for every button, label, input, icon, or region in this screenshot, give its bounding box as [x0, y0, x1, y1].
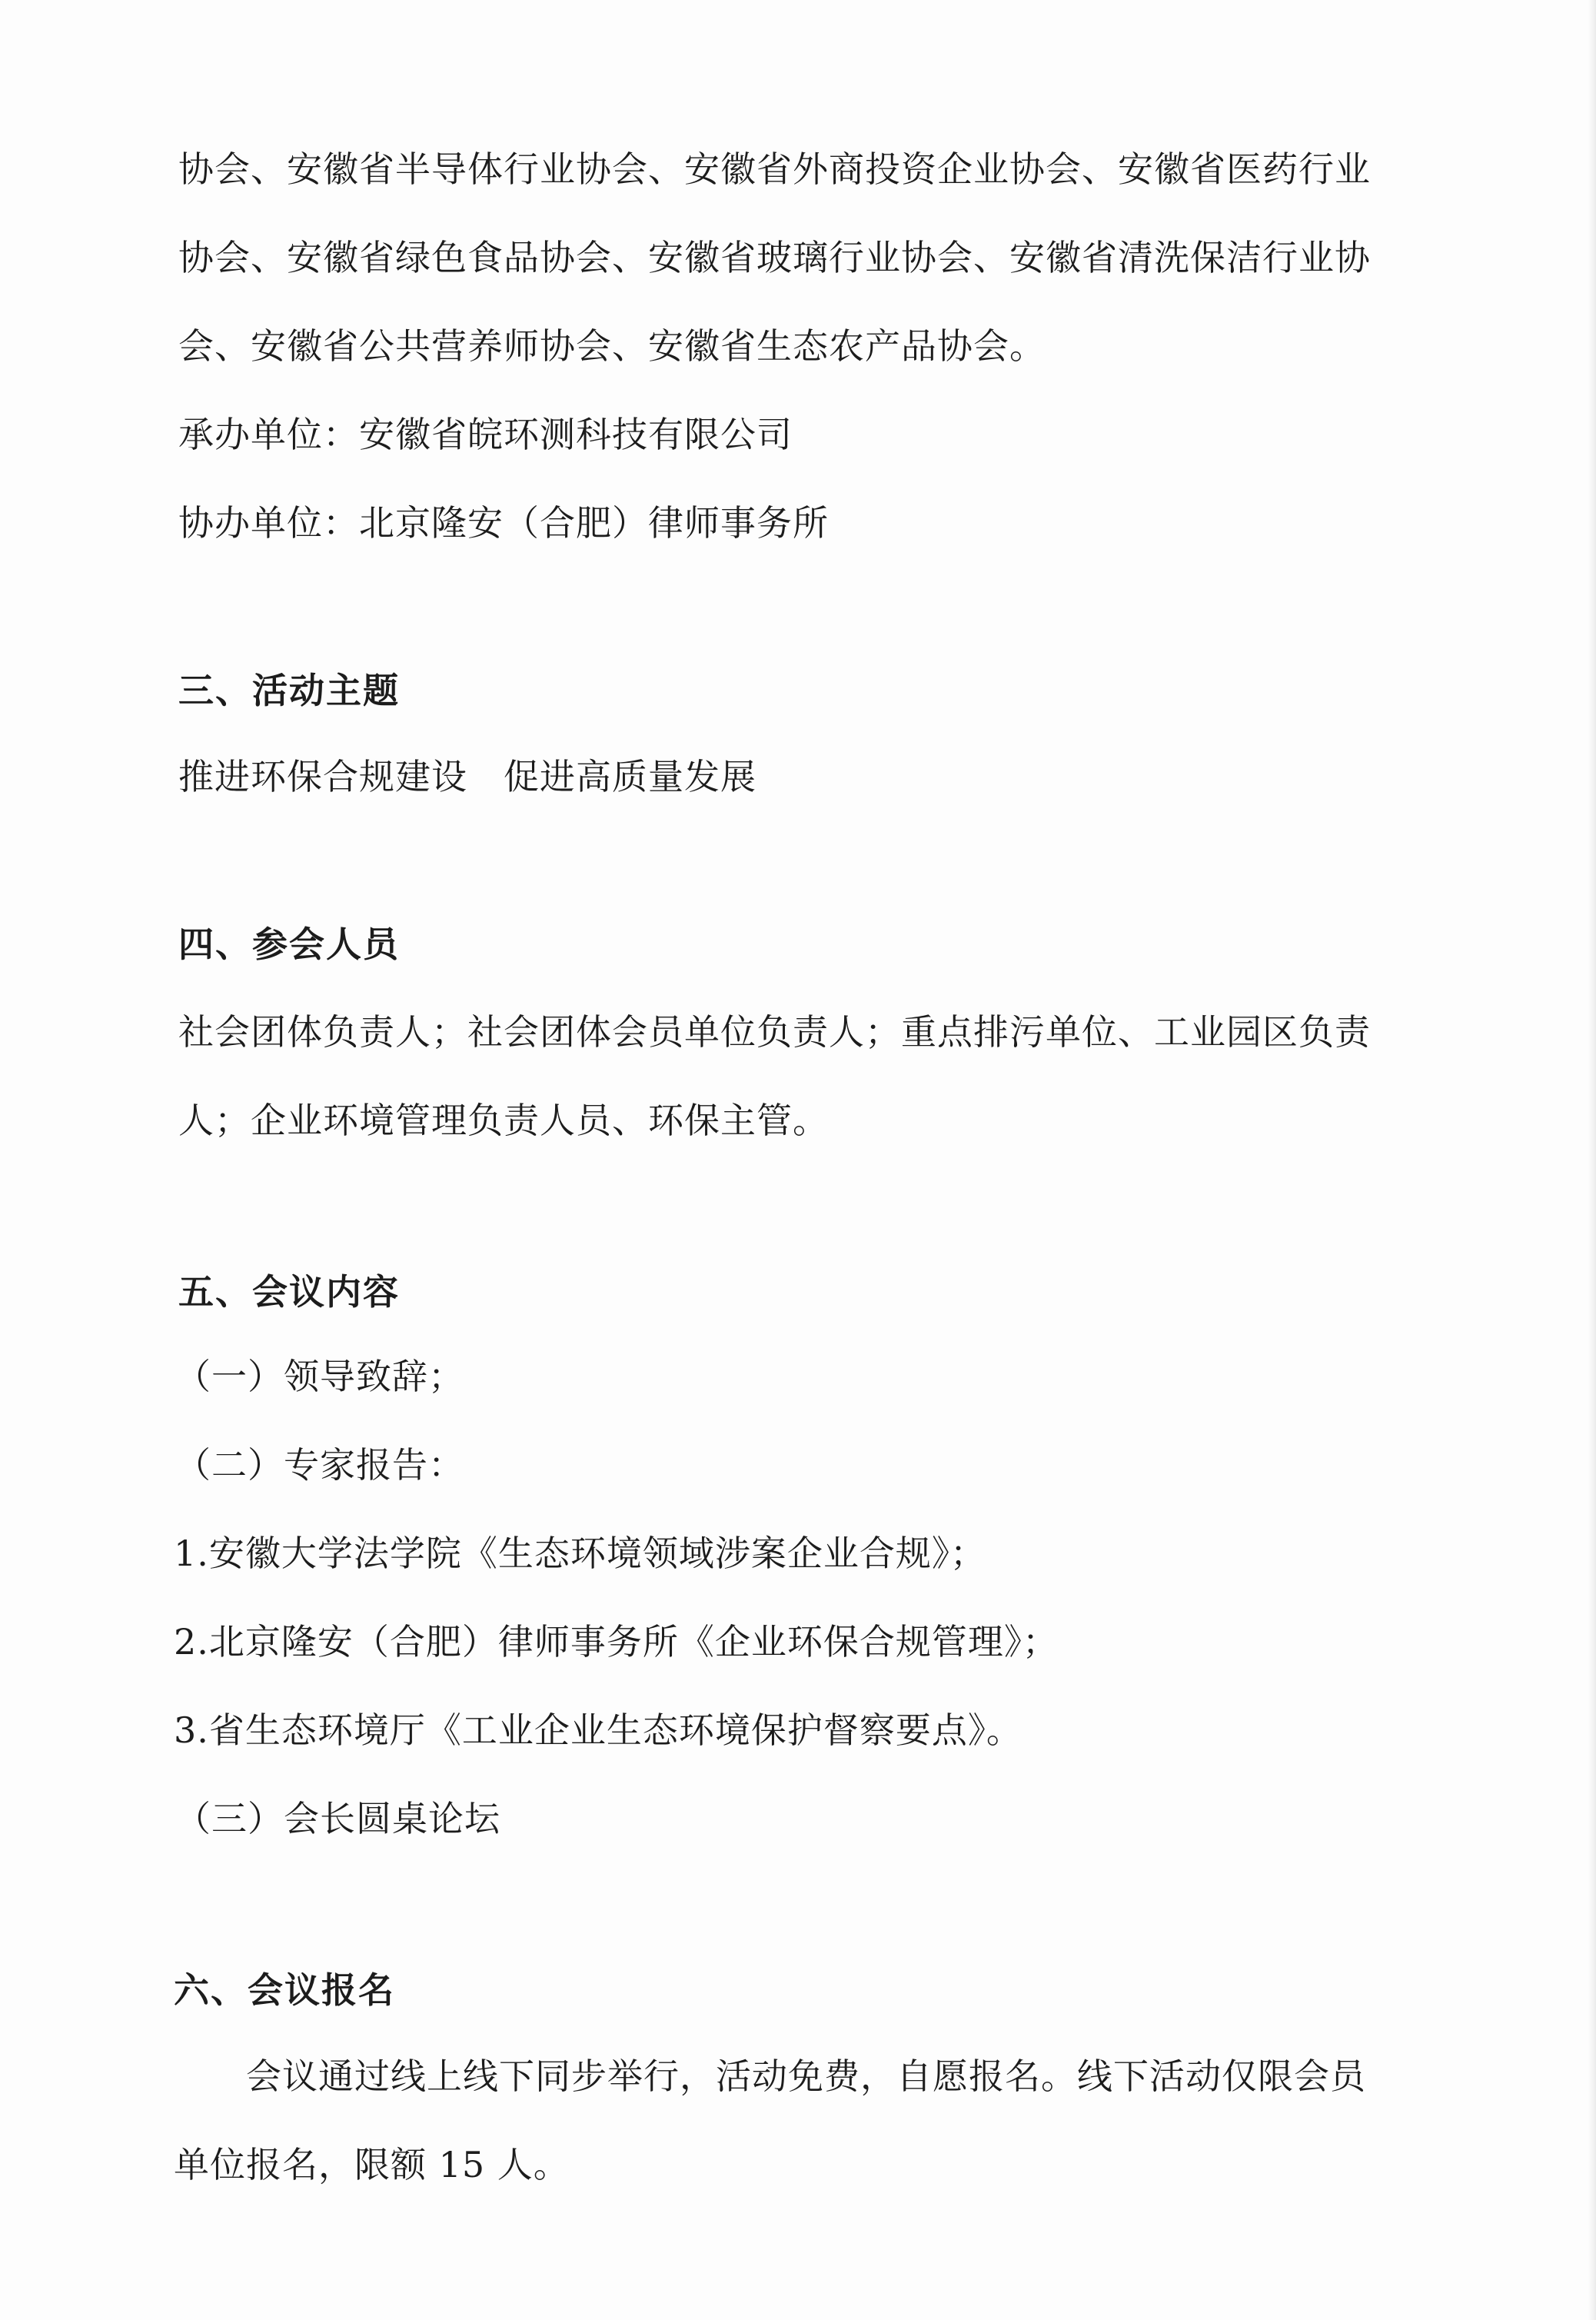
- expert-report-2: 2.北京隆安（合肥）律师事务所《企业环保合规管理》；: [174, 1621, 1059, 1663]
- section-5-heading: 五、会议内容: [178, 1271, 400, 1313]
- organizers-line-1: 协会、安徽省半导体行业协会、安徽省外商投资企业协会、安徽省医药行业: [178, 148, 1371, 190]
- section-4-heading: 四、参会人员: [178, 924, 400, 965]
- organizers-line-3: 会、安徽省公共营养师协会、安徽省生态农产品协会。: [178, 325, 1046, 367]
- section-6-line-1: 会议通过线上线下同步举行，活动免费，自愿报名。线下活动仅限会员: [246, 2055, 1366, 2097]
- section-5-item-2: （二）专家报告：: [175, 1444, 464, 1486]
- expert-report-3: 3.省生态环境厅《工业企业生态环境保护督察要点》。: [174, 1709, 1022, 1751]
- section-3-body: 推进环保合规建设 促进高质量发展: [178, 756, 756, 797]
- section-6-heading: 六、会议报名: [174, 1969, 395, 2011]
- section-3-heading: 三、活动主题: [178, 670, 400, 711]
- scan-edge-shadow: [1588, 0, 1596, 2320]
- organizers-line-2: 协会、安徽省绿色食品协会、安徽省玻璃行业协会、安徽省清洗保洁行业协: [178, 237, 1371, 278]
- co-host-unit: 协办单位：北京隆安（合肥）律师事务所: [178, 502, 829, 544]
- expert-report-1: 1.安徽大学法学院《生态环境领域涉案企业合规》；: [174, 1533, 986, 1574]
- section-6-line-2: 单位报名，限额 15 人。: [174, 2144, 570, 2185]
- section-5-item-1: （一）领导致辞；: [175, 1356, 464, 1397]
- section-5-item-3: （三）会长圆桌论坛: [175, 1798, 500, 1839]
- section-4-line-2: 人；企业环境管理负责人员、环保主管。: [178, 1100, 829, 1141]
- section-4-line-1: 社会团体负责人；社会团体会员单位负责人；重点排污单位、工业园区负责: [178, 1011, 1371, 1053]
- host-unit: 承办单位：安徽省皖环测科技有限公司: [178, 414, 793, 455]
